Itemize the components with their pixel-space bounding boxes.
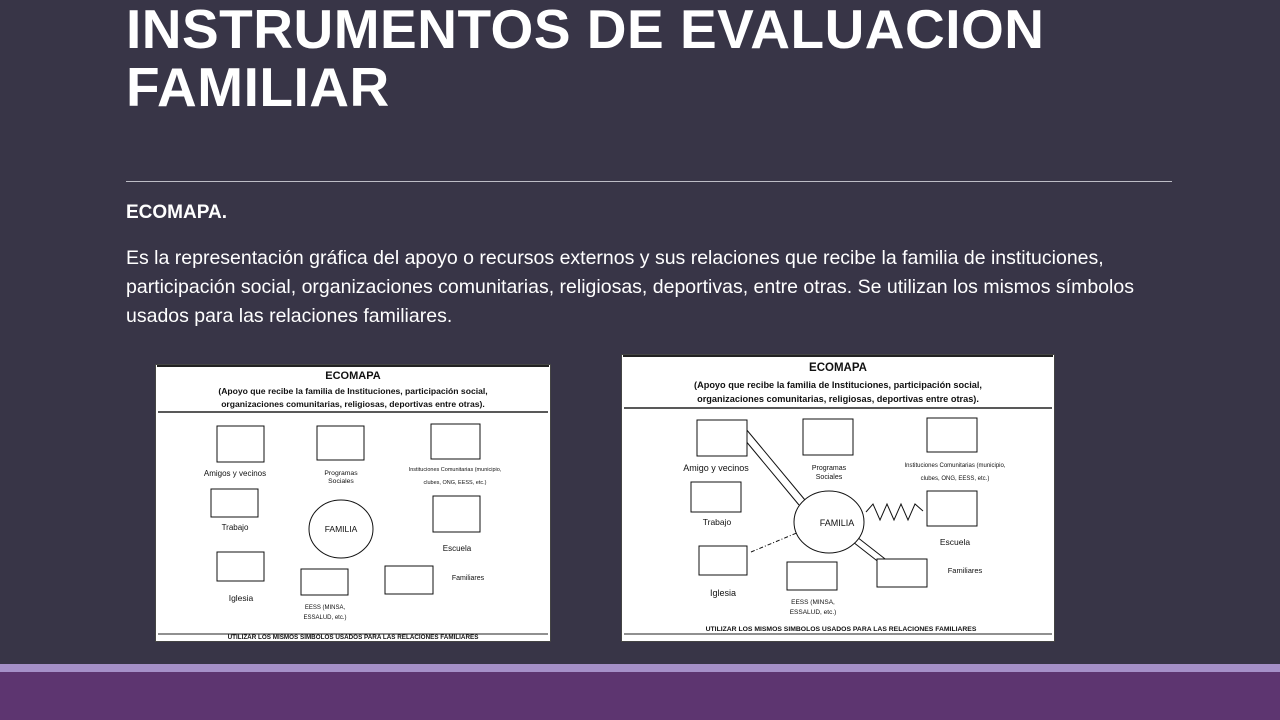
fig-left-instituciones-2: clubes, ONG, EESS, etc.) <box>423 480 487 486</box>
fig-right-header-title: ECOMAPA <box>809 362 867 374</box>
fig-right-instituciones-2: clubes, ONG, EESS, etc.) <box>920 476 990 482</box>
fig-left-eess-2: ESSALUD, etc.) <box>303 615 347 621</box>
ecomapa-figure-right <box>621 354 1055 642</box>
box-iglesia <box>699 546 747 575</box>
ecomapa-diagram-right <box>621 354 1055 642</box>
fig-right-header-line2: organizaciones comunitarias, religiosas, deportivas entre otras). <box>697 394 979 404</box>
fig-left-iglesia: Iglesia <box>228 593 254 603</box>
fig-left-escuela: Escuela <box>442 544 472 553</box>
fig-right-instituciones-1: Instituciones Comunitarias (municipio, <box>904 463 1006 469</box>
fig-right-eess-2: ESSALUD, etc.) <box>789 609 837 616</box>
box-amigos <box>697 420 747 456</box>
fig-left-header-line2: organizaciones comunitarias, religiosas, deportivas entre otras). <box>221 399 485 409</box>
fig-left-programas-2: Sociales <box>328 478 354 485</box>
section-heading: ECOMAPA. <box>126 202 227 223</box>
fig-left-instituciones-1: Instituciones Comunitarias (municipio, <box>408 467 502 473</box>
footer-band-accent <box>0 664 1280 672</box>
fig-left-footer: UTILIZAR LOS MISMOS SIMBOLOS USADOS PARA LAS RELACIONES FAMILIARES <box>227 634 479 641</box>
title-line-2: FAMILIAR <box>126 56 390 118</box>
box-eess <box>787 562 837 590</box>
fig-right-footer: UTILIZAR LOS MISMOS SIMBOLOS USADOS PARA LAS RELACIONES FAMILIARES <box>705 626 977 633</box>
fig-right-header-line1: (Apoyo que recibe la familia de Instituciones, participación social, <box>694 380 982 390</box>
fig-left-trabajo: Trabajo <box>221 523 249 532</box>
ecomapa-diagram-left <box>155 364 551 642</box>
fig-right-iglesia: Iglesia <box>709 588 737 598</box>
fig-right-programas-2: Sociales <box>815 474 843 481</box>
box-trabajo <box>691 482 741 512</box>
box-instituciones <box>927 418 977 452</box>
slide-title <box>126 0 1176 116</box>
box-programas <box>803 419 853 455</box>
ecomapa-figure-left <box>155 364 551 642</box>
fig-left-familiares: Familiares <box>451 575 485 582</box>
fig-left-familia: FAMILIA <box>324 524 358 534</box>
fig-right-eess-1: EESS (MINSA, <box>791 599 835 606</box>
body-paragraph: Es la representación gráfica del apoyo o recursos externos y sus relaciones que recibe la familia de instituciones, participación social, organizaciones comunitarias, religiosas, deportivas, entre otras. Se utilizan los mismos símbolos usados para las relaciones familiares. <box>126 247 1134 327</box>
fig-right-amigos: Amigo y vecinos <box>683 463 749 473</box>
box-familiares <box>877 559 927 587</box>
fig-left-amigos: Amigos y vecinos <box>203 469 267 478</box>
fig-right-escuela: Escuela <box>939 537 971 547</box>
title-line-1: INSTRUMENTOS DE EVALUACION <box>126 0 1045 60</box>
fig-right-trabajo: Trabajo <box>702 517 732 527</box>
fig-left-header-title: ECOMAPA <box>325 370 381 382</box>
fig-left-eess-1: EESS (MINSA, <box>304 605 346 611</box>
fig-right-familia: FAMILIA <box>819 518 855 528</box>
title-divider <box>126 181 1172 182</box>
fig-left-header-line1: (Apoyo que recibe la familia de Instituciones, participación social, <box>218 386 488 396</box>
fig-left-programas-1: Programas <box>324 470 358 477</box>
box-escuela <box>927 491 977 526</box>
fig-right-programas-1: Programas <box>811 465 847 472</box>
footer-band <box>0 672 1280 720</box>
fig-right-familiares: Familiares <box>947 566 983 575</box>
